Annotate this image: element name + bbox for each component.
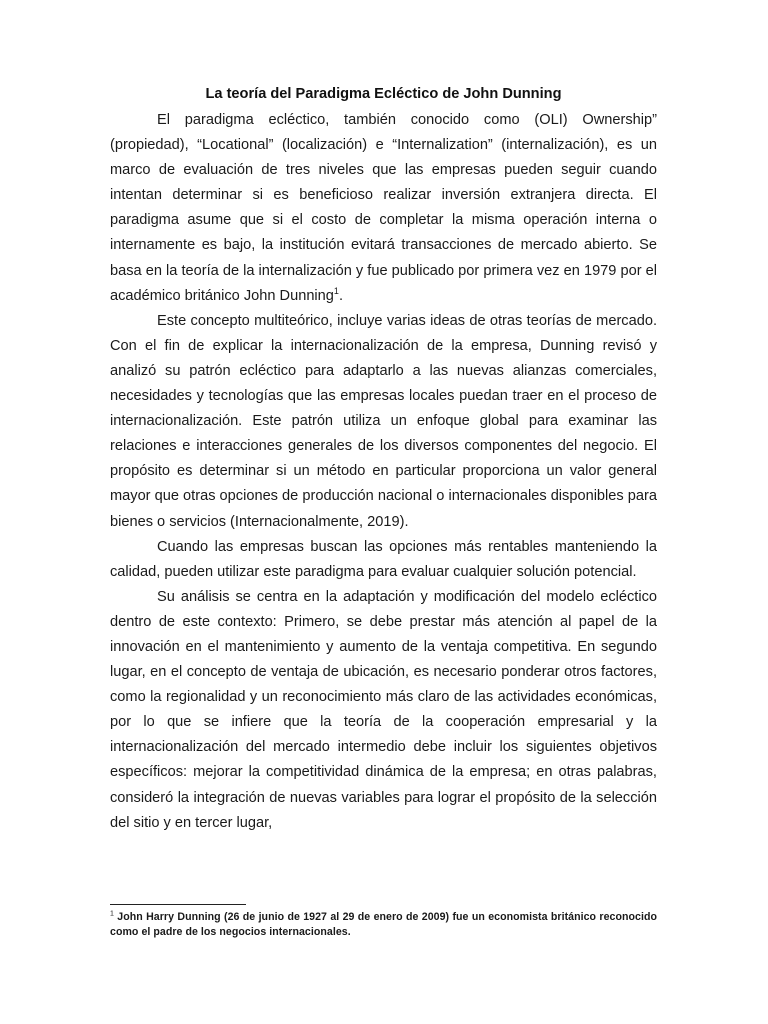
- footnote: [110, 910, 657, 940]
- paragraph-3-text: Cuando las empresas buscan las opciones más rentables manteniendo la calidad, pueden utilizar este paradigma para evaluar cualquier solución potencial.: [110, 538, 657, 580]
- paragraph-4: [110, 585, 657, 836]
- paragraph-4-text: Su análisis se centra en la adaptación y modificación del modelo ecléctico dentro de este contexto: Primero, se debe prestar más atención al papel de la innovación en el mantenimiento y aumento de la ventaja competitiva. En segundo lugar, en el concepto de ventaja de ubicación, es necesario ponderar otros factores, como la regionalidad y un reconocimiento más claro de las actividades económicas, por lo que se infiere que la teoría de la cooperación empresarial y la internacionalización del mercado intermedio debe incluir los siguientes objetivos específicos: mejorar la competitividad dinámica de la empresa; en otras palabras, consideró la integración de nuevas variables para lograr el propósito de la selección del sitio y en tercer lugar,: [110, 588, 657, 831]
- paragraph-3: [110, 535, 657, 585]
- paragraph-1-end: .: [338, 287, 343, 304]
- footnote-marker: 1: [110, 910, 114, 918]
- paragraph-1: [110, 108, 657, 309]
- paragraph-2: [110, 309, 657, 535]
- footnote-reference[interactable]: 1: [333, 285, 339, 296]
- document-body: [110, 84, 657, 836]
- paragraph-1-text: El paradigma ecléctico, también conocido como (OLI) Ownership” (propiedad), “Locational” (localización) e “Internalization” (internalización), es un marco de evaluación de tres niveles que las empresas pueden seguir cuando intentan determinar si es beneficioso realizar inversión extranjera directa. El paradigma asume que si el costo de completar la misma operación interna o internamente es bajo, la institución evitará transacciones de mercado abierto. Se basa en la teoría de la internalización y fue publicado por primera vez en 1979 por el académico británico John Dunning: [110, 112, 657, 304]
- document-title: La teoría del Paradigma Ecléctico de John Dunning: [205, 86, 562, 102]
- footnote-text: John Harry Dunning (26 de junio de 1927 al 29 de enero de 2009) fue un economista británico reconocido como el padre de los negocios internacionales.: [110, 911, 657, 938]
- paragraph-2-text: Este concepto multiteórico, incluye varias ideas de otras teorías de mercado. Con el fin de explicar la internacionalización de la empresa, Dunning revisó y analizó su patrón ecléctico para adaptarlo a las nuevas alianzas comerciales, necesidades y tecnologías que las empresas locales puedan traer en el proceso de internacionalización. Este patrón utiliza un enfoque global para examinar las relaciones e interacciones generales de los diversos componentes del negocio. El propósito es determinar si un método en particular proporciona un valor general mayor que otras opciones de producción nacional o internacionales disponibles para bienes o servicios (Internacionalmente, 2019).: [110, 312, 657, 530]
- footnote-separator: [110, 904, 246, 905]
